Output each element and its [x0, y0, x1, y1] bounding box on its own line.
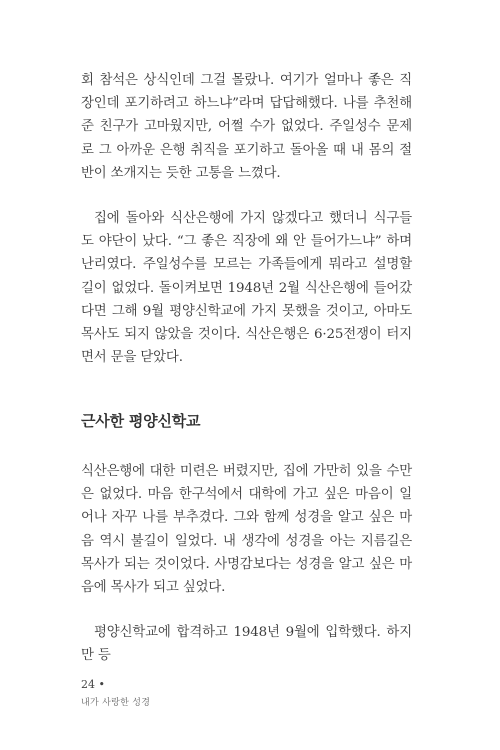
section-title: 근사한 평양신학교 [81, 412, 201, 430]
body-paragraph: 집에 돌아와 식산은행에 가지 않겠다고 했더니 식구들도 야단이 났다. “그 좋은 직장에 왜 안 들어가느냐” 하며 난리였다. 주일성수를 모르는 가족들에게 뭐라고 설명할 길이 없었다. 돌이켜보면 1948년 2월 식산은행에 들어갔다면 그해 9월 평양신학교에 가지 못했을 것이고, 아마도 목사도 되지 않았을 것이다. 식산은행은 6·25전쟁이 터지면서 문을 닫았다. [81, 211, 412, 366]
page-number: 24 • [81, 678, 105, 691]
body-paragraph: 식산은행에 대한 미련은 버렸지만, 집에 가만히 있을 수만은 없었다. 마음 한구석에서 대학에 가고 싶은 마음이 일어나 자꾸 나를 부추겼다. 그와 함께 성경을 알고 싶은 마음 역시 불길이 일었다. 내 생각에 성경을 아는 지름길은 목사가 되는 것이었다. 사명감보다는 성경을 알고 싶은 마음에 목사가 되고 싶었다. [81, 464, 412, 596]
body-paragraph: 평양신학교에 합격하고 1948년 9월에 입학했다. 하지만 등 [81, 625, 412, 664]
running-footer-title: 내가 사랑한 성경 [81, 698, 151, 708]
body-paragraph: 회 참석은 상식인데 그걸 몰랐나. 여기가 얼마나 좋은 직장인데 포기하려고 하느냐”라며 답답해했다. 나를 추천해준 친구가 고마웠지만, 어쩔 수가 없었다. 주일성수 문제로 그 아까운 은행 취직을 포기하고 돌아올 때 내 몸의 절반이 쏘개지는 듯한 고통을 느꼈다. [81, 73, 412, 181]
